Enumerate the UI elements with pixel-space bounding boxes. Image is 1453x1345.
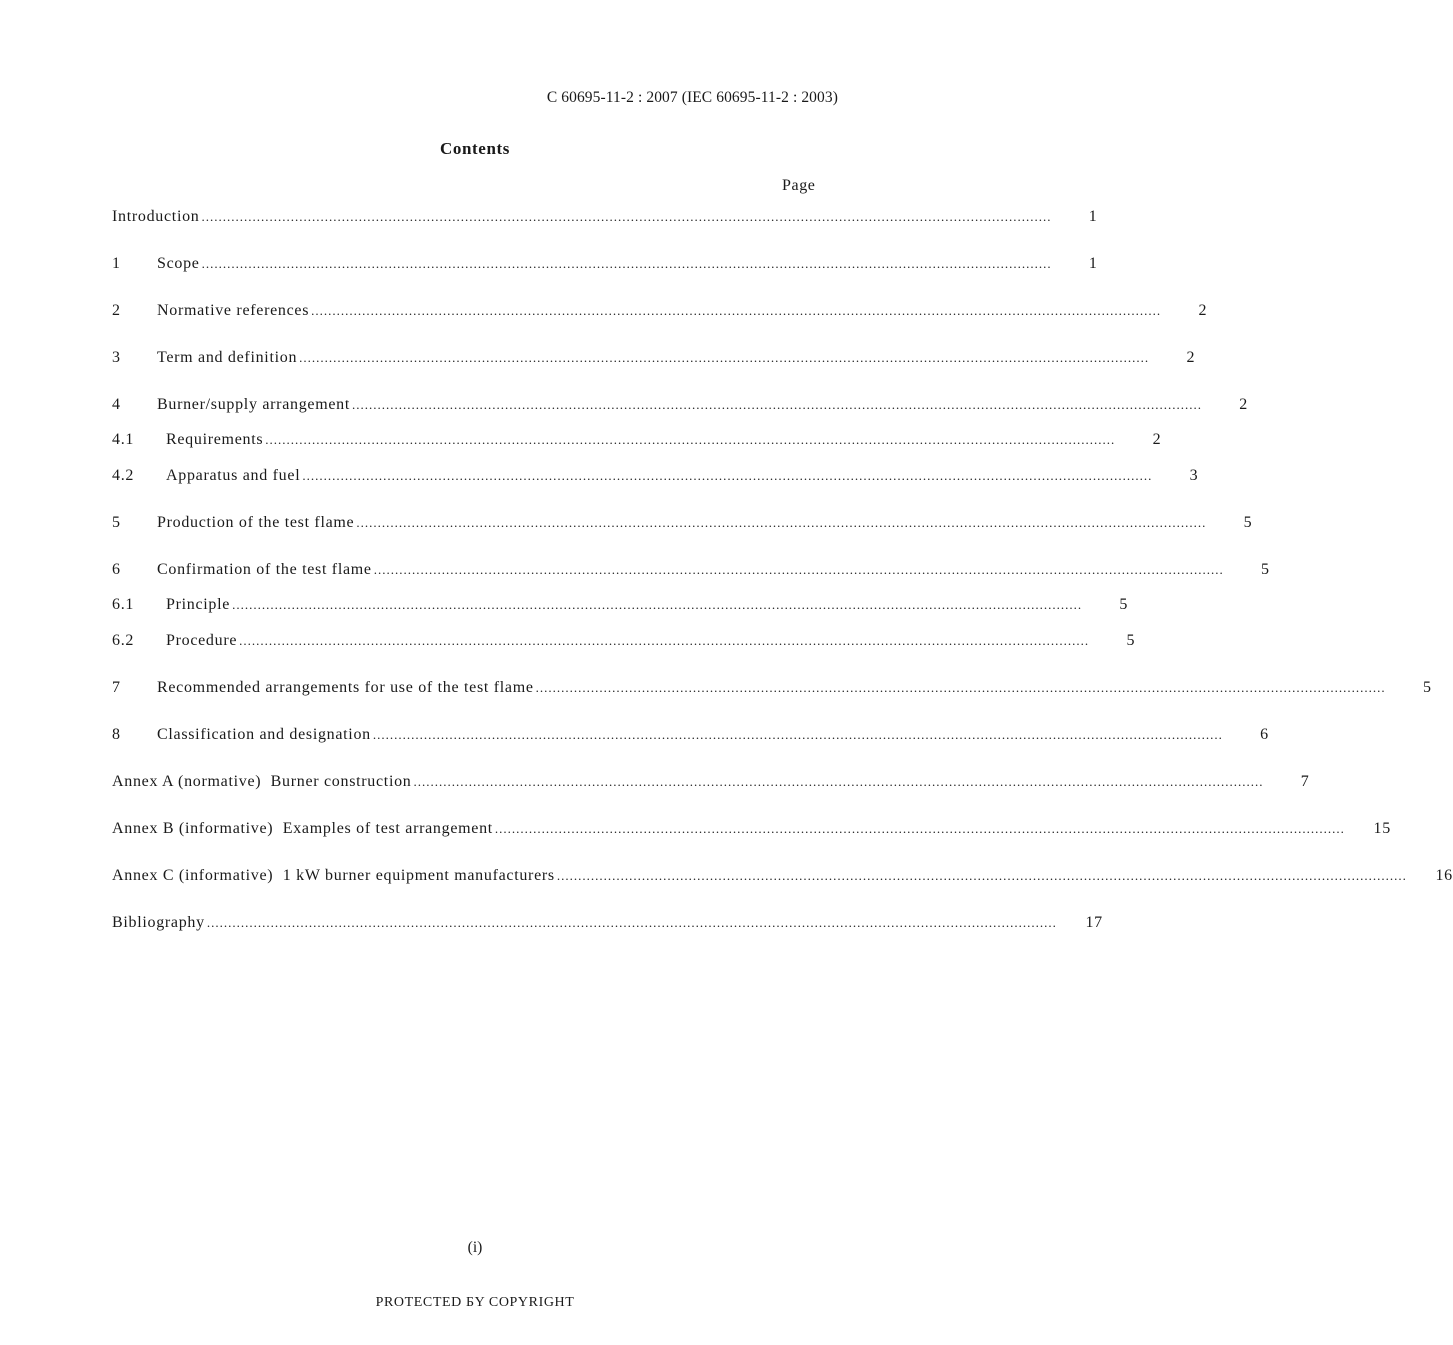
toc-entry-number: 4.1 [112, 431, 135, 448]
page-column-header: Page [782, 177, 816, 194]
toc-entry-title: Term and definition [157, 349, 298, 366]
toc-entry-page: 7 [1300, 773, 1310, 790]
toc-entry-title: Requirements [166, 431, 264, 448]
dot-leader: ........................................................................................................................................................................................................ [535, 680, 1386, 695]
toc-entry-title: Apparatus and fuel [166, 467, 301, 484]
toc-entry-number: 6.2 [112, 632, 135, 649]
toc-entry-page: 5 [1126, 632, 1136, 649]
dot-leader: ........................................................................................................................................................................................................ [556, 868, 1407, 883]
toc-entry-title: Production of the test flame [157, 514, 355, 531]
toc-entry-page: 3 [1189, 467, 1199, 484]
toc-entry-number: 7 [112, 679, 121, 696]
toc-entry-title: Annex B (informative) Examples of test arrangement [112, 820, 493, 837]
toc-entry-title: Procedure [166, 632, 238, 649]
toc-entry-number: 5 [112, 514, 121, 531]
toc-entry-4-2[interactable] [112, 465, 1199, 487]
toc-entry-page: 2 [1152, 431, 1162, 448]
toc-entry-title: Bibliography [112, 914, 205, 931]
toc-entry-number: 4.2 [112, 467, 135, 484]
toc-entry-title: Annex A (normative) Burner construction [112, 773, 412, 790]
toc-entry-title: Principle [166, 596, 231, 613]
dot-leader: ........................................................................................................................................................................................................ [201, 209, 1052, 224]
toc-entry-title: Annex C (informative) 1 kW burner equipment manufacturers [112, 867, 555, 884]
toc-entry-8[interactable] [112, 724, 1269, 746]
toc-entry-page: 5 [1243, 514, 1253, 531]
dot-leader: ........................................................................................................................................................................................................ [299, 350, 1150, 365]
toc-entry-page: 5 [1422, 679, 1432, 696]
dot-leader: ........................................................................................................................................................................................................ [373, 562, 1224, 577]
toc-entry-6[interactable] [112, 559, 1270, 581]
toc-entry-7[interactable] [112, 677, 1432, 699]
dot-leader: ........................................................................................................................................................................................................ [413, 774, 1264, 789]
toc-entry-page: 16 [1435, 867, 1453, 884]
contents-heading: Contents [440, 139, 510, 158]
toc-entry-page: 2 [1186, 349, 1196, 366]
toc-entry-annex-b[interactable] [112, 818, 1391, 840]
dot-leader: ........................................................................................................................................................................................................ [302, 468, 1153, 483]
dot-leader: ........................................................................................................................................................................................................ [239, 633, 1090, 648]
dot-leader: ........................................................................................................................................................................................................ [372, 727, 1223, 742]
toc-entry-1[interactable] [112, 253, 1098, 275]
toc-entry-title: Recommended arrangements for use of the test flame [157, 679, 534, 696]
toc-entry-title: Scope [157, 255, 200, 272]
toc-entry-page: 2 [1239, 396, 1248, 413]
dot-leader: ........................................................................................................................................................................................................ [206, 915, 1057, 930]
dot-leader: ........................................................................................................................................................................................................ [311, 303, 1162, 318]
toc-entry-4-1[interactable] [112, 429, 1162, 451]
dot-leader: ........................................................................................................................................................................................................ [201, 256, 1052, 271]
toc-entry-6-2[interactable] [112, 630, 1136, 652]
toc-entry-title: Introduction [112, 208, 200, 225]
toc-entry-6-1[interactable] [112, 594, 1129, 616]
toc-entry-page: 5 [1261, 561, 1270, 578]
toc-entry-bibliography[interactable] [112, 912, 1103, 934]
dot-leader: ........................................................................................................................................................................................................ [265, 432, 1116, 447]
toc-entry-3[interactable] [112, 347, 1196, 369]
toc-entry-page: 1 [1088, 208, 1098, 225]
toc-entry-page: 17 [1085, 914, 1103, 931]
toc-entry-introduction[interactable] [112, 206, 1098, 228]
toc-entry-number: 8 [112, 726, 121, 743]
toc-entry-title: Burner/supply arrangement [157, 396, 350, 413]
toc-entry-5[interactable] [112, 512, 1253, 534]
toc-entry-page: 6 [1260, 726, 1269, 743]
toc-entry-number: 2 [112, 302, 121, 319]
toc-entry-page: 15 [1373, 820, 1391, 837]
toc-entry-title: Classification and designation [157, 726, 371, 743]
dot-leader: ........................................................................................................................................................................................................ [356, 515, 1207, 530]
toc-entry-title: Confirmation of the test flame [157, 561, 372, 578]
toc-entry-number: 6.1 [112, 596, 135, 613]
page-number: (i) [467, 1239, 483, 1256]
dot-leader: ........................................................................................................................................................................................................ [232, 597, 1083, 612]
toc-entry-number: 4 [112, 396, 121, 413]
toc-entry-page: 1 [1088, 255, 1098, 272]
toc-entry-annex-c[interactable] [112, 865, 1453, 887]
toc-entry-annex-a[interactable] [112, 771, 1310, 793]
document-identifier: C 60695-11-2 : 2007 (IEC 60695-11-2 : 2003) [546, 89, 838, 106]
dot-leader: ........................................................................................................................................................................................................ [494, 821, 1345, 836]
toc-entry-page: 5 [1119, 596, 1129, 613]
toc-entry-title: Normative references [157, 302, 310, 319]
toc-entry-4[interactable] [112, 394, 1248, 416]
toc-entry-page: 2 [1198, 302, 1208, 319]
toc-entry-number: 3 [112, 349, 121, 366]
dot-leader: ........................................................................................................................................................................................................ [352, 397, 1202, 412]
toc-entry-number: 1 [112, 255, 121, 272]
copyright-notice: PROTECTED БY COPYRIGHT [375, 1295, 575, 1310]
toc-entry-number: 6 [112, 561, 121, 578]
toc-entry-2[interactable] [112, 300, 1208, 322]
